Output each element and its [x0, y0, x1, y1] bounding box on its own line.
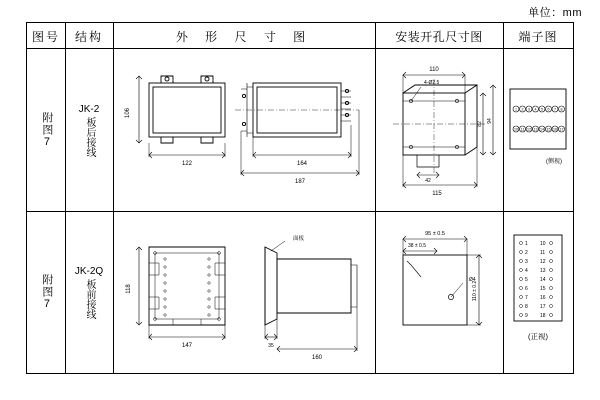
row1-dim-width-total: 187	[294, 179, 306, 185]
svg-text:7: 7	[525, 295, 528, 301]
dimension-table	[26, 22, 574, 374]
row2-label-panel: 面板	[293, 236, 305, 242]
svg-text:2: 2	[525, 250, 528, 256]
svg-text:8: 8	[525, 304, 528, 310]
row2-dim-height: 118	[126, 284, 132, 294]
svg-text:11: 11	[540, 250, 546, 256]
row1-dim-width-right: 164	[296, 161, 308, 167]
row1-dim-height: 106	[125, 107, 131, 119]
svg-text:14: 14	[540, 277, 546, 283]
svg-text:8: 8	[560, 107, 563, 112]
svg-text:3: 3	[528, 107, 530, 112]
row2-terminal-view-note: (正视)	[528, 332, 548, 341]
row1-terminal-view-note: (侧视)	[546, 159, 562, 165]
row2-mount-dim-top: 95 ± 0.5	[425, 231, 445, 237]
svg-text:4: 4	[525, 268, 528, 274]
row2-mount-dim-side: 110 ± 0.2	[472, 280, 478, 302]
row2-mount-dim-hole: Ø4	[469, 277, 476, 283]
svg-text:17: 17	[540, 304, 546, 310]
header-cell-fig-no: 图号	[31, 29, 60, 44]
svg-text:5: 5	[541, 107, 543, 112]
header-cell-mounting: 安装开孔尺寸图	[395, 29, 483, 44]
row1-mount-dim-bottom: 115	[432, 191, 442, 197]
svg-text:13: 13	[533, 127, 538, 132]
svg-text:4: 4	[534, 107, 537, 112]
unit-label: 单位：mm	[528, 7, 582, 19]
row2-outline-drawing	[113, 211, 375, 373]
row2-mount-dim-top-small: 38 ± 0.5	[407, 243, 427, 249]
row2-dim-small-left: 35	[268, 343, 274, 349]
row2-mounting-drawing	[375, 211, 503, 373]
svg-text:16: 16	[540, 295, 546, 301]
header-cell-outline: 外 形 尺 寸 图	[175, 29, 313, 44]
row1-mounting-drawing	[375, 49, 503, 211]
svg-text:7: 7	[554, 107, 556, 112]
header-cell-structure: 结构	[74, 29, 103, 44]
svg-text:12: 12	[527, 127, 531, 132]
svg-text:6: 6	[547, 107, 550, 112]
svg-text:10: 10	[540, 241, 546, 247]
row2-structure	[65, 211, 113, 373]
svg-text:12: 12	[540, 259, 546, 265]
row1-structure-text: 板后接线	[84, 116, 95, 157]
row1-dim-width-bottom: 122	[181, 161, 193, 167]
row1-structure	[65, 49, 113, 211]
row1-fig-no: 附图7	[40, 111, 53, 149]
row1-terminal-drawing	[503, 49, 573, 211]
svg-text:1: 1	[515, 107, 517, 112]
svg-text:17: 17	[559, 127, 564, 132]
row2-structure-text: 板前接线	[84, 278, 95, 319]
svg-text:1: 1	[525, 241, 528, 247]
row2-dim-width-bottom: 147	[181, 343, 193, 349]
row2-terminal-drawing	[503, 211, 573, 373]
row1-mount-dim-holes: 4-Ø2.5	[424, 80, 440, 86]
row1-mount-dim-outer: 94	[487, 118, 493, 124]
svg-text:16: 16	[553, 127, 557, 132]
row1-outline-drawing	[113, 49, 375, 211]
svg-text:15: 15	[546, 127, 551, 132]
svg-text:18: 18	[540, 313, 546, 319]
row1-mount-dim-small: 42	[425, 178, 431, 184]
svg-text:9: 9	[525, 313, 528, 319]
svg-text:3: 3	[525, 259, 528, 265]
svg-text:13: 13	[540, 268, 546, 274]
row2-structure-model: JK-2Q	[74, 265, 104, 277]
svg-text:5: 5	[525, 277, 528, 283]
header-cell-terminal: 端子图	[518, 29, 558, 44]
svg-text:6: 6	[525, 286, 528, 292]
svg-text:10: 10	[514, 127, 518, 132]
svg-text:15: 15	[540, 286, 546, 292]
svg-text:14: 14	[540, 127, 544, 132]
row2-dim-width-right: 160	[311, 355, 323, 361]
row2-fig-no: 附图7	[40, 273, 53, 311]
row1-mount-dim-top: 110	[429, 67, 439, 73]
svg-text:2: 2	[521, 107, 524, 112]
row1-structure-model: JK-2	[78, 103, 100, 115]
svg-text:11: 11	[520, 127, 525, 132]
row1-mount-dim-inner: 82	[477, 121, 483, 127]
